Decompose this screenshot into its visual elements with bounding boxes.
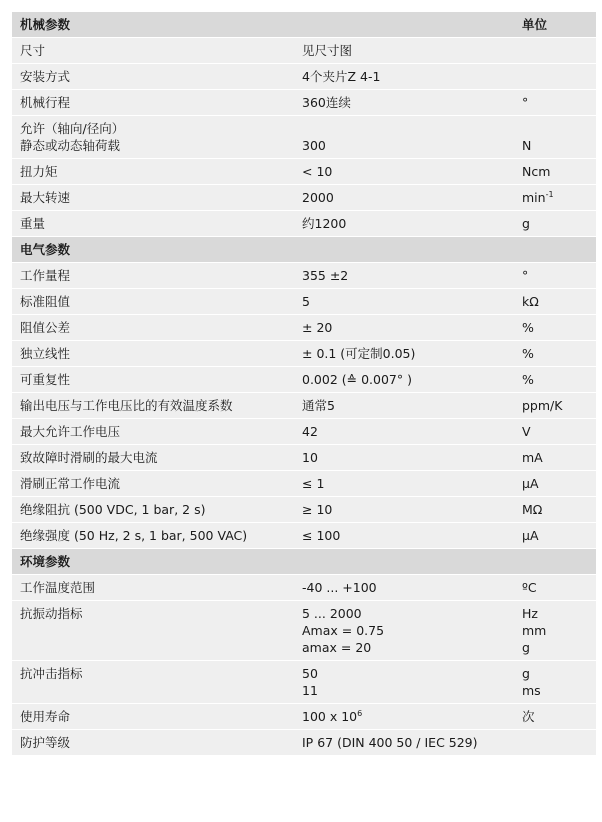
name-text: 抗振动指标 — [20, 606, 83, 621]
unit-text: mA — [522, 450, 543, 465]
value-cell — [294, 159, 514, 180]
name-cell — [12, 445, 294, 466]
table-row — [12, 523, 596, 549]
unit-cell — [514, 367, 596, 388]
name-cell — [12, 471, 294, 492]
name-text: 尺寸 — [20, 43, 46, 58]
unit-text: 次 — [522, 709, 535, 724]
name-text: 输出电压与工作电压比的有效温度系数 — [20, 398, 233, 413]
value-cell — [294, 341, 514, 362]
table-row — [12, 159, 596, 185]
name-text: 绝缘阻抗 (500 VDC, 1 bar, 2 s) — [20, 502, 206, 517]
value-text: 360连续 — [302, 95, 351, 110]
value-text: < 10 — [302, 164, 333, 179]
name-cell — [12, 523, 294, 544]
section-title: 机械参数 — [20, 17, 71, 32]
value-text: 2000 — [302, 190, 334, 205]
unit-text: Hz — [522, 606, 538, 621]
name-text: 最大允许工作电压 — [20, 424, 121, 439]
table-row — [12, 116, 596, 159]
value-cell — [294, 367, 514, 388]
name-cell — [12, 185, 294, 206]
table-row — [12, 263, 596, 289]
name-cell — [12, 90, 294, 111]
name-text: 扭力矩 — [20, 164, 58, 179]
name-text: 允许（轴向/径向） — [20, 121, 125, 136]
name-cell — [12, 661, 294, 682]
unit-cell — [514, 38, 596, 59]
value-cell — [294, 497, 514, 518]
name-cell — [12, 341, 294, 362]
table-row — [12, 471, 596, 497]
table-row — [12, 341, 596, 367]
value-cell — [294, 211, 514, 232]
value-text: ≥ 10 — [302, 502, 333, 517]
name-text: 重量 — [20, 216, 46, 231]
unit-cell — [514, 497, 596, 518]
unit-cell — [514, 185, 596, 206]
value-cell — [294, 704, 514, 725]
table-row — [12, 393, 596, 419]
value-cell — [294, 90, 514, 111]
value-cell — [294, 445, 514, 466]
value-text: 5 — [302, 294, 310, 309]
unit-cell — [514, 471, 596, 492]
value-text — [302, 120, 508, 137]
value-text: 约1200 — [302, 216, 347, 231]
unit-header — [514, 237, 596, 241]
unit-cell — [514, 159, 596, 180]
section-header-mech — [12, 12, 596, 38]
unit-text: $\min^{-1}$ — [522, 189, 554, 205]
table-row — [12, 601, 596, 661]
value-cell — [294, 263, 514, 284]
unit-text: MΩ — [522, 502, 543, 517]
value-text: ± 20 — [302, 320, 333, 335]
name-cell — [12, 159, 294, 180]
unit-text: g — [522, 666, 530, 681]
unit-cell — [514, 263, 596, 284]
name-text: 绝缘强度 (50 Hz, 2 s, 1 bar, 500 VAC) — [20, 528, 248, 543]
value-text: 见尺寸图 — [302, 43, 353, 58]
unit-text: mm — [522, 623, 547, 638]
name-cell — [12, 211, 294, 232]
unit-text: μA — [522, 528, 539, 543]
name-text: 阻值公差 — [20, 320, 71, 335]
unit-text: ° — [522, 95, 529, 110]
unit-header — [514, 549, 596, 553]
table-row — [12, 661, 596, 704]
name-text: 致故障时滑刷的最大电流 — [20, 450, 158, 465]
value-text: 11 — [302, 683, 318, 698]
value-cell — [294, 38, 514, 59]
unit-cell — [514, 116, 596, 154]
table-row — [12, 575, 596, 601]
name-cell — [12, 497, 294, 518]
unit-cell — [514, 211, 596, 232]
unit-cell — [514, 289, 596, 310]
value-cell — [294, 185, 514, 206]
value-text: Amax = 0.75 — [302, 623, 385, 638]
unit-text: ° — [522, 268, 529, 283]
unit-text — [522, 42, 590, 59]
value-cell — [294, 471, 514, 492]
section-header-elec — [12, 237, 596, 263]
section-title: 环境参数 — [20, 554, 71, 569]
value-text: 100 x $10^6$ — [302, 708, 363, 724]
table-row — [12, 497, 596, 523]
unit-cell — [514, 445, 596, 466]
unit-text: ºC — [522, 580, 537, 595]
table-row — [12, 64, 596, 90]
section-header-env — [12, 549, 596, 575]
value-text: 0.002 (≙ 0.007° ) — [302, 372, 412, 387]
value-cell — [294, 419, 514, 440]
unit-text: % — [522, 320, 534, 335]
value-text: ≤ 100 — [302, 528, 341, 543]
name-text: 抗冲击指标 — [20, 666, 83, 681]
name-text: 防护等级 — [20, 735, 71, 750]
value-cell — [294, 315, 514, 336]
unit-cell — [514, 704, 596, 725]
value-text: ± 0.1 (可定制0.05) — [302, 346, 416, 361]
value-text: 4个夹片Z 4-1 — [302, 69, 381, 84]
name-cell — [12, 730, 294, 751]
name-cell — [12, 315, 294, 336]
value-text: 10 — [302, 450, 318, 465]
unit-cell — [514, 341, 596, 362]
unit-cell — [514, 419, 596, 440]
name-text: 工作量程 — [20, 268, 71, 283]
table-row — [12, 704, 596, 730]
unit-text: μA — [522, 476, 539, 491]
name-cell — [12, 367, 294, 388]
value-cell — [294, 64, 514, 85]
table-row — [12, 730, 596, 756]
unit-cell — [514, 661, 596, 699]
unit-cell — [514, 90, 596, 111]
unit-text: N — [522, 138, 532, 153]
name-text: 最大转速 — [20, 190, 71, 205]
name-cell — [12, 116, 294, 154]
name-cell — [12, 38, 294, 59]
value-cell — [294, 116, 514, 154]
table-row — [12, 315, 596, 341]
name-text: 标准阻值 — [20, 294, 71, 309]
unit-text — [522, 120, 590, 137]
value-cell — [294, 393, 514, 414]
value-text: 通常5 — [302, 398, 335, 413]
unit-text — [522, 68, 590, 85]
unit-header: 单位 — [522, 17, 548, 32]
unit-cell — [514, 730, 596, 751]
unit-text — [522, 734, 590, 751]
unit-text: % — [522, 372, 534, 387]
name-text: 使用寿命 — [20, 709, 71, 724]
name-text: 机械行程 — [20, 95, 71, 110]
name-text: 安装方式 — [20, 69, 71, 84]
value-cell — [294, 575, 514, 596]
value-cell — [294, 730, 514, 751]
spec-table — [12, 12, 596, 756]
value-text: 42 — [302, 424, 318, 439]
unit-text: % — [522, 346, 534, 361]
value-text: 5 ... 2000 — [302, 606, 362, 621]
name-cell — [12, 601, 294, 622]
name-cell — [12, 263, 294, 284]
table-row — [12, 211, 596, 237]
unit-text: ms — [522, 683, 541, 698]
value-cell — [294, 661, 514, 699]
table-row — [12, 367, 596, 393]
section-title: 电气参数 — [20, 242, 71, 257]
unit-text: kΩ — [522, 294, 539, 309]
value-text: ≤ 1 — [302, 476, 325, 491]
unit-cell — [514, 601, 596, 656]
value-text: IP 67 (DIN 400 50 / IEC 529) — [302, 735, 478, 750]
value-text: 50 — [302, 666, 318, 681]
table-row — [12, 445, 596, 471]
name-cell — [12, 289, 294, 310]
name-text: 可重复性 — [20, 372, 71, 387]
unit-text: Ncm — [522, 164, 551, 179]
value-text: 355 ±2 — [302, 268, 349, 283]
name-cell — [12, 704, 294, 725]
unit-cell — [514, 315, 596, 336]
value-text: amax = 20 — [302, 640, 372, 655]
name-text: 滑刷正常工作电流 — [20, 476, 121, 491]
unit-cell — [514, 393, 596, 414]
unit-cell — [514, 575, 596, 596]
unit-cell — [514, 523, 596, 544]
name-cell — [12, 575, 294, 596]
unit-text: g — [522, 640, 530, 655]
value-cell — [294, 523, 514, 544]
table-row — [12, 419, 596, 445]
name-text: 工作温度范围 — [20, 580, 96, 595]
value-text: -40 ... +100 — [302, 580, 377, 595]
unit-text: V — [522, 424, 531, 439]
table-row — [12, 289, 596, 315]
table-row — [12, 185, 596, 211]
name-cell — [12, 419, 294, 440]
unit-text: ppm/K — [522, 398, 563, 413]
value-text: 300 — [302, 138, 326, 153]
name-text: 静态或动态轴荷载 — [20, 138, 121, 153]
unit-cell — [514, 64, 596, 85]
table-row — [12, 90, 596, 116]
name-text: 独立线性 — [20, 346, 71, 361]
value-cell — [294, 289, 514, 310]
name-cell — [12, 393, 294, 414]
value-cell — [294, 601, 514, 656]
name-cell — [12, 64, 294, 85]
unit-text: g — [522, 216, 530, 231]
table-row — [12, 38, 596, 64]
